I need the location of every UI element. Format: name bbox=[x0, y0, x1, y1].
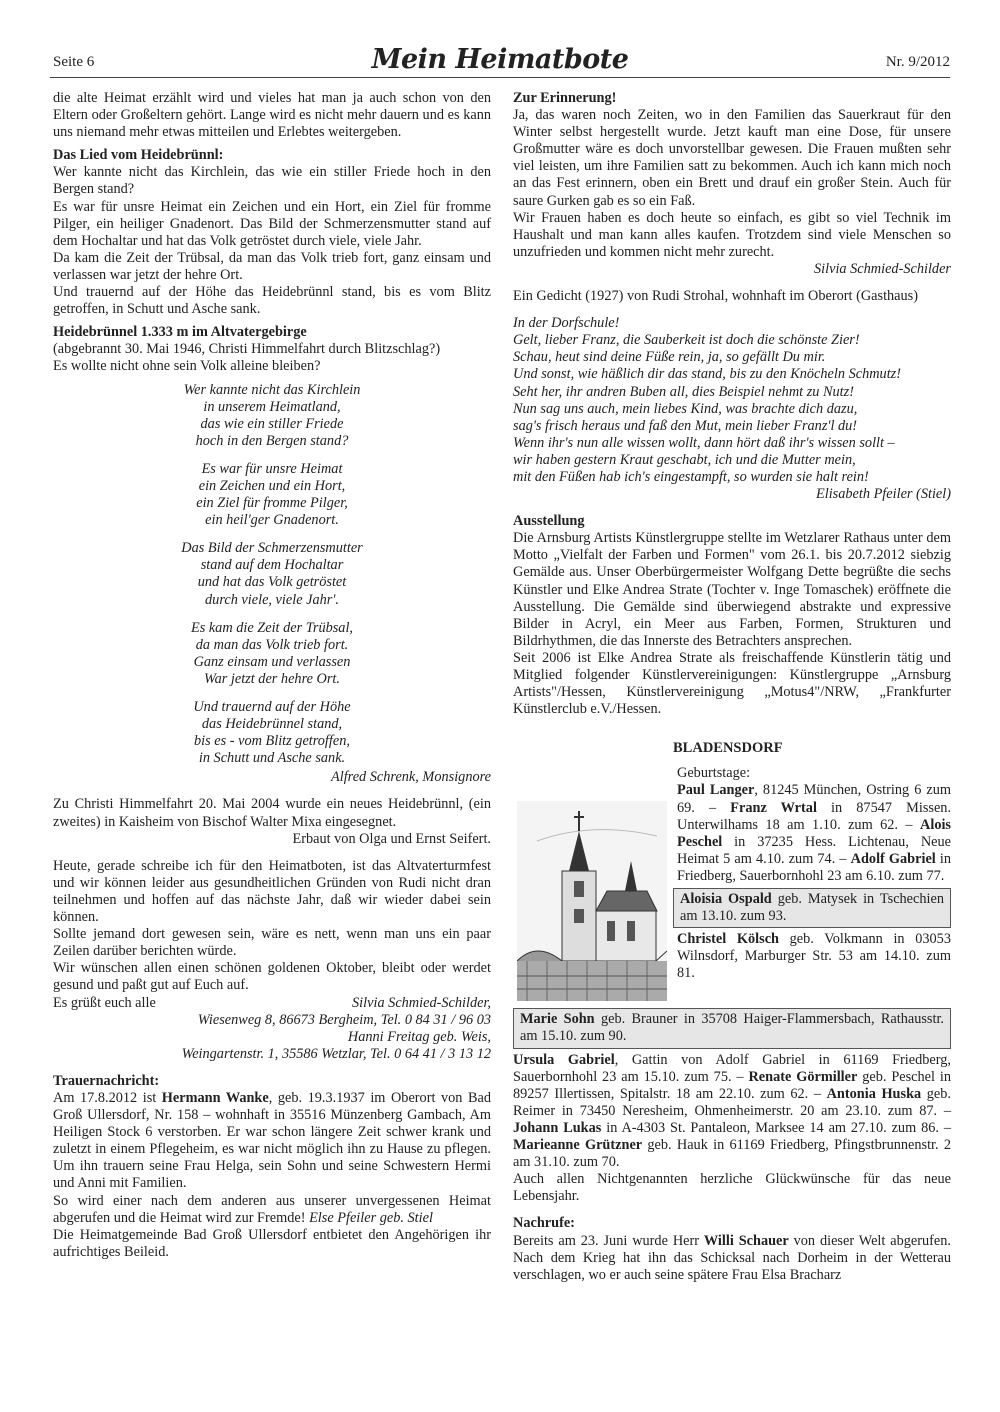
poem-line: Seht her, ihr andren Buben all, dies Beispiel nehmt zu Nutz! bbox=[513, 383, 854, 400]
text-span: So wird einer nach dem anderen aus unserer unvergessenen Heimat abgerufen und die Heimat wird zur Fremde! bbox=[53, 1192, 491, 1226]
poem-line: Gelt, lieber Franz, die Sauberkeit ist doch die schönste Zier! bbox=[513, 332, 860, 349]
poem-line: bis es - vom Blitz getroffen, bbox=[194, 733, 350, 750]
text-span: Bereits am 23. Juni wurde Herr bbox=[513, 1232, 704, 1249]
page-number: Seite 6 bbox=[53, 54, 95, 70]
signature-address: Wiesenweg 8, 86673 Bergheim, Tel. 0 84 31 / 96 03 bbox=[197, 1011, 491, 1028]
heute-paragraph: Wir wünschen allen einen schönen goldenen Oktober, bleibt oder werdet gesund und paßt gut auf Euch auf. bbox=[53, 960, 491, 994]
nachrufe-paragraph bbox=[513, 1233, 951, 1284]
poem-stanza bbox=[53, 540, 491, 608]
heidebruennel-paragraph: Es wollte nicht ohne sein Volk alleine bleiben? bbox=[53, 358, 321, 375]
poem-line: Wer kannte nicht das Kirchlein bbox=[183, 381, 361, 398]
poem-line: in unserem Heimatland, bbox=[203, 398, 341, 415]
text-span: geb. Reimer in 73450 Neresheim, Ohmenheimerstr. 20 am 23.10. zum 87. – bbox=[513, 1085, 951, 1119]
lied-paragraph: Es war für unsre Heimat ein Zeichen und ein Hort, ein Ziel für fromme Pilger, ein heiliger Gnadenort. Das Bild der Schmerzensmutter stand auf dem Hochaltar und hat das Volk getröstet durch viele, viele Jahr. bbox=[53, 198, 491, 249]
heidebruennel-heading: Heidebrünnel 1.333 m im Altvatergebirge bbox=[53, 324, 307, 341]
poem-line: War jetzt der hehre Ort. bbox=[204, 670, 340, 687]
ausstellung-paragraph: Die Arnsburg Artists Künstlergruppe stellte im Wetzlarer Rathaus unter dem Motto „Vielfalt der Farben und Formen" vom 26.1. bis 20.7.2012 siebzig Gemälde aus. Unser Oberbürgermeister Wolfgang Dette begrüßte die sechs Künstler und Elke Andrea Strate (Tochter v. Inge Tomaschek) eröffnete die Ausstellung. Die Gemälde sind überwiegend abstrakte und expressive Bilder in Acryl, ein Meer aus Farben, Formen, Strukturen und Bildrhythmen, die das Innerste des Betrachters ansprechen. bbox=[513, 530, 951, 649]
text-span: geb. Matysek in Tschechien am 13.10. zum 93. bbox=[680, 891, 944, 925]
heute-paragraph: Heute, gerade schreibe ich für den Heimatboten, ist das Altvaterturmfest und wir können leider aus gesundheitlichen Gründen von Rudi nicht dran teilnehmen und hoffen auf das nächste Jahr, daß wir wieder dabei sein können. bbox=[53, 857, 491, 926]
text-span: in Friedberg, Sauerbornhohl 23 am 6.10. zum 77. bbox=[677, 850, 951, 884]
person-name: Antonia Huska bbox=[826, 1085, 922, 1102]
new-chapel-paragraph: Zu Christi Himmelfahrt 20. Mai 2004 wurde ein neues Heidebrünnl, (ein zweites) in Kaisheim von Bischof Walter Mixa eingesegnet. bbox=[53, 796, 491, 830]
poem-line: Nun sag uns auch, mein liebes Kind, was brachte dich dazu, bbox=[513, 400, 858, 417]
text-span: geb. Brauner in 35708 Haiger-Flammersbach, Rathausstr. am 15.10. zum 90. bbox=[520, 1011, 944, 1045]
poem-line: Schau, heut sind deine Füße rein, ja, so gefällt Du mir. bbox=[513, 349, 826, 366]
trauer-paragraph: Die Heimatgemeinde Bad Groß Ullersdorf entbietet den Angehörigen ihr aufrichtiges Beileid. bbox=[53, 1226, 491, 1260]
person-name: Marie Sohn bbox=[520, 1011, 595, 1028]
highlight-box bbox=[673, 888, 951, 928]
left-column bbox=[53, 90, 491, 1261]
poem-line: hoch in den Bergen stand? bbox=[195, 432, 349, 449]
poem-line: das wie ein stiller Friede bbox=[200, 415, 344, 432]
trauer-signature: Else Pfeiler geb. Stiel bbox=[309, 1209, 433, 1226]
ausstellung-paragraph: Seit 2006 ist Elke Andrea Strate als freischaffende Künstlerin tätig und Mitglied folgender Künstlervereinigungen: Künstlergruppe „Arnsburg Artists"/Hessen, Künstlervereinigung „Motus4"/NRW, „Frankfurter Künstlerclub e.V./Hessen. bbox=[513, 649, 951, 718]
text-span: , geb. 19.3.1937 im Oberort von Bad Groß Ullersdorf, Nr. 158 – wohnhaft in 35516 Münzenberg Gambach, Am Heiligen Stock 6 verstorben. Er war schon längere Zeit schwer krank und zuletzt in einem Pflegeheim, es war nicht möglich ihn zu Hause zu pflegen. Um ihn trauern seine Frau Helga, sein Sohn und seine Schwestern Hermi und Anni mit Familien. bbox=[53, 1089, 491, 1192]
heute-paragraph: Sollte jemand dort gewesen sein, wäre es nett, wenn man uns ein paar Zeilen darüber berichten würde. bbox=[53, 926, 491, 960]
gedicht-intro: Ein Gedicht (1927) von Rudi Strohal, wohnhaft im Oberort (Gasthaus) bbox=[513, 288, 919, 305]
poem-line: Es kam die Zeit der Trübsal, bbox=[190, 619, 354, 636]
text-span: in 37235 Hess. Lichtenau, Neue Heimat 5 am 4.10. zum 74. – bbox=[677, 833, 951, 867]
poem-line: Und trauernd auf der Höhe bbox=[193, 699, 351, 715]
deceased-name: Hermann Wanke bbox=[161, 1089, 269, 1106]
person-name: Willi Schauer bbox=[703, 1232, 789, 1249]
nachrufe-heading: Nachrufe: bbox=[513, 1215, 575, 1232]
poem-line: stand auf dem Hochaltar bbox=[200, 557, 344, 574]
poem-stanza bbox=[53, 699, 491, 767]
poem-line: in Schutt und Asche sank. bbox=[198, 750, 346, 767]
highlight-box bbox=[513, 1008, 951, 1048]
issue-number: Nr. 9/2012 bbox=[885, 54, 950, 70]
text-span: geb. Peschel in 89257 Illertissen, Spitalstr. 18 am 22.10. zum 62. – bbox=[513, 1068, 951, 1102]
birthday-paragraph bbox=[513, 1052, 951, 1172]
text-span: , Gattin von Adolf Gabriel in 61169 Friedberg, Sauerbornhohl 23 am 15.10. zum 75. – bbox=[513, 1051, 951, 1085]
new-chapel-builders: Erbaut von Olga und Ernst Seifert. bbox=[292, 830, 491, 847]
greeting: Es grüßt euch alle bbox=[53, 994, 156, 1011]
header-rule bbox=[50, 77, 950, 78]
wish-paragraph: Auch allen Nichtgenannten herzliche Glückwünsche für das neue Lebensjahr. bbox=[513, 1171, 951, 1205]
text-span: in 87547 Missen. Unterwilhams 18 am 1.10. zum 62. – bbox=[677, 799, 952, 833]
poem-line: Es war für unsre Heimat bbox=[201, 460, 343, 477]
poem bbox=[53, 382, 491, 768]
right-column bbox=[513, 90, 951, 1284]
birthday-label: Geburtstage: bbox=[677, 765, 751, 782]
lied-paragraph: Wer kannte nicht das Kirchlein, das wie ein stiller Friede hoch in den Bergen stand? bbox=[53, 164, 491, 198]
erinnerung-paragraph: Wir Frauen haben es doch heute so einfach, es gibt so viel Technik im Haushalt und man kann alles kaufen. Trotzdem sind viele Menschen so unzufrieden und kommen nicht mehr zurecht. bbox=[513, 209, 951, 260]
intro-paragraph: die alte Heimat erzählt wird und vieles hat man ja auch schon von den Eltern oder Großeltern gehört. Lange wird es nicht mehr dauern und es kann uns niemand mehr etwas mitteilen und Erlebtes weitergeben. bbox=[53, 90, 491, 141]
signature-name: Hanni Freitag geb. Weis, bbox=[347, 1028, 491, 1045]
poem-author: Alfred Schrenk, Monsignore bbox=[330, 769, 491, 786]
heidebruennel-paragraph: (abgebrannt 30. Mai 1946, Christi Himmelfahrt durch Blitzschlag?) bbox=[53, 341, 441, 358]
poem-stanza bbox=[53, 382, 491, 450]
person-name: Marieanne Grützner bbox=[513, 1137, 643, 1154]
poem-stanza bbox=[53, 620, 491, 688]
signature-address: Weingartenstr. 1, 35586 Wetzlar, Tel. 0 64 41 / 3 13 12 bbox=[181, 1045, 491, 1062]
text-span: Am 17.8.2012 ist bbox=[53, 1089, 162, 1106]
person-name: Alois Peschel bbox=[677, 816, 951, 850]
person-name: Adolf Gabriel bbox=[850, 850, 936, 867]
text-span: , 81245 München, Ostring 6 zum 69. – bbox=[677, 782, 951, 816]
masthead: Mein Heimatbote bbox=[371, 44, 629, 75]
poem-line: Ganz einsam und verlassen bbox=[193, 653, 351, 670]
trauer-paragraph bbox=[53, 1090, 491, 1193]
trauer-paragraph bbox=[53, 1193, 491, 1227]
person-name: Christel Kölsch bbox=[677, 931, 779, 948]
person-name: Johann Lukas bbox=[513, 1119, 602, 1136]
person-name: Ursula Gabriel bbox=[513, 1051, 615, 1068]
poem-line: ein Zeichen und ein Hort, bbox=[198, 477, 346, 494]
person-name: Paul Langer bbox=[677, 782, 755, 799]
poem-line: und hat das Volk getröstet bbox=[197, 574, 347, 591]
lied-paragraph: Und trauernd auf der Höhe das Heidebrünnl stand, bis es vom Blitz getroffen, in Schutt und Asche sank. bbox=[53, 284, 491, 318]
text-span: geb. Hauk in 61169 Friedberg, Pfingstbrunnenstr. 2 am 31.10. zum 70. bbox=[513, 1137, 951, 1171]
poem-line: mit den Füßen hab ich's eingestampft, so wurden sie halt rein! bbox=[513, 468, 869, 485]
poem-line: Und sonst, wie häßlich dir das stand, bis zu den Knöcheln Schmutz! bbox=[513, 366, 901, 383]
poem-line: ein Ziel für fromme Pilger, bbox=[196, 495, 348, 512]
signature-name: Silvia Schmied-Schilder, bbox=[352, 994, 491, 1011]
poem-line: wir haben gestern Kraut geschabt, ich und die Mutter mein, bbox=[513, 451, 856, 468]
poem-line: da man das Volk trieb fort. bbox=[195, 636, 349, 653]
church-illustration bbox=[517, 801, 667, 1001]
poem-stanza bbox=[53, 461, 491, 529]
poem-line: durch viele, viele Jahr'. bbox=[205, 591, 339, 608]
poem-line: Das Bild der Schmerzensmutter bbox=[181, 540, 363, 557]
gedicht-signature: Elisabeth Pfeiler (Stiel) bbox=[816, 486, 951, 503]
text-span: von dieser Welt abgerufen. Nach dem Krieg hat ihn das Schicksal nach Dorheim in der Wetterau verschlagen, wo er auch seine spätere Frau Elsa Bracharz bbox=[513, 1232, 951, 1283]
page-header bbox=[0, 44, 1000, 84]
poem-line: Wenn ihr's nun alle wissen wollt, dann hört daß ihr's wissen sollt – bbox=[513, 434, 895, 451]
birthday-paragraph bbox=[673, 931, 951, 982]
person-name: Franz Wrtal bbox=[730, 799, 817, 816]
poem-line: ein heil'ger Gnadenort. bbox=[205, 512, 339, 529]
erinnerung-paragraph: Ja, das waren noch Zeiten, wo in den Familien das Sauerkraut für den Winter selbst hergestellt wurde. Jetzt kauft man eine Dose, für unsere Großmutter wäre es doch unvorstellbar gewesen. Die Frauen mußten sehr viel leisten, um ihre Familien satt zu bekommen. Auch ich kann mich noch an das Fest erinnern, oben ein Brett und drauf ein großer Stein. Auch für saure Gurken gab es so ein Faß. bbox=[513, 107, 951, 209]
poem-line: sag's frisch heraus und faß den Mut, mein lieber Franz'l du! bbox=[513, 417, 858, 434]
person-name: Aloisia Ospald bbox=[680, 891, 772, 908]
bladensdorf-heading: BLADENSDORF bbox=[673, 740, 783, 757]
trauer-heading: Trauernachricht: bbox=[53, 1072, 160, 1089]
poem-line: In der Dorfschule! bbox=[513, 315, 620, 332]
greeting-row bbox=[53, 995, 491, 1012]
person-name: Renate Görmiller bbox=[748, 1068, 858, 1085]
text-span: geb. Volkmann in 03053 Wilnsdorf, Marburger Str. 53 am 14.10. zum 81. bbox=[677, 931, 951, 982]
lied-heading: Das Lied vom Heidebrünnl: bbox=[53, 147, 224, 164]
erinnerung-heading: Zur Erinnerung! bbox=[513, 90, 617, 106]
poem-line: das Heidebrünnel stand, bbox=[201, 716, 343, 733]
gedicht-poem bbox=[513, 315, 951, 486]
lied-paragraph: Da kam die Zeit der Trübsal, da man das Volk trieb fort, ganz einsam und verlassen war jetzt der hehre Ort. bbox=[53, 249, 491, 283]
ausstellung-heading: Ausstellung bbox=[513, 513, 585, 530]
erinnerung-signature: Silvia Schmied-Schilder bbox=[814, 260, 951, 277]
text-span: in A-4303 St. Pantaleon, Marksee 14 am 27.10. zum 86. – bbox=[601, 1119, 951, 1136]
